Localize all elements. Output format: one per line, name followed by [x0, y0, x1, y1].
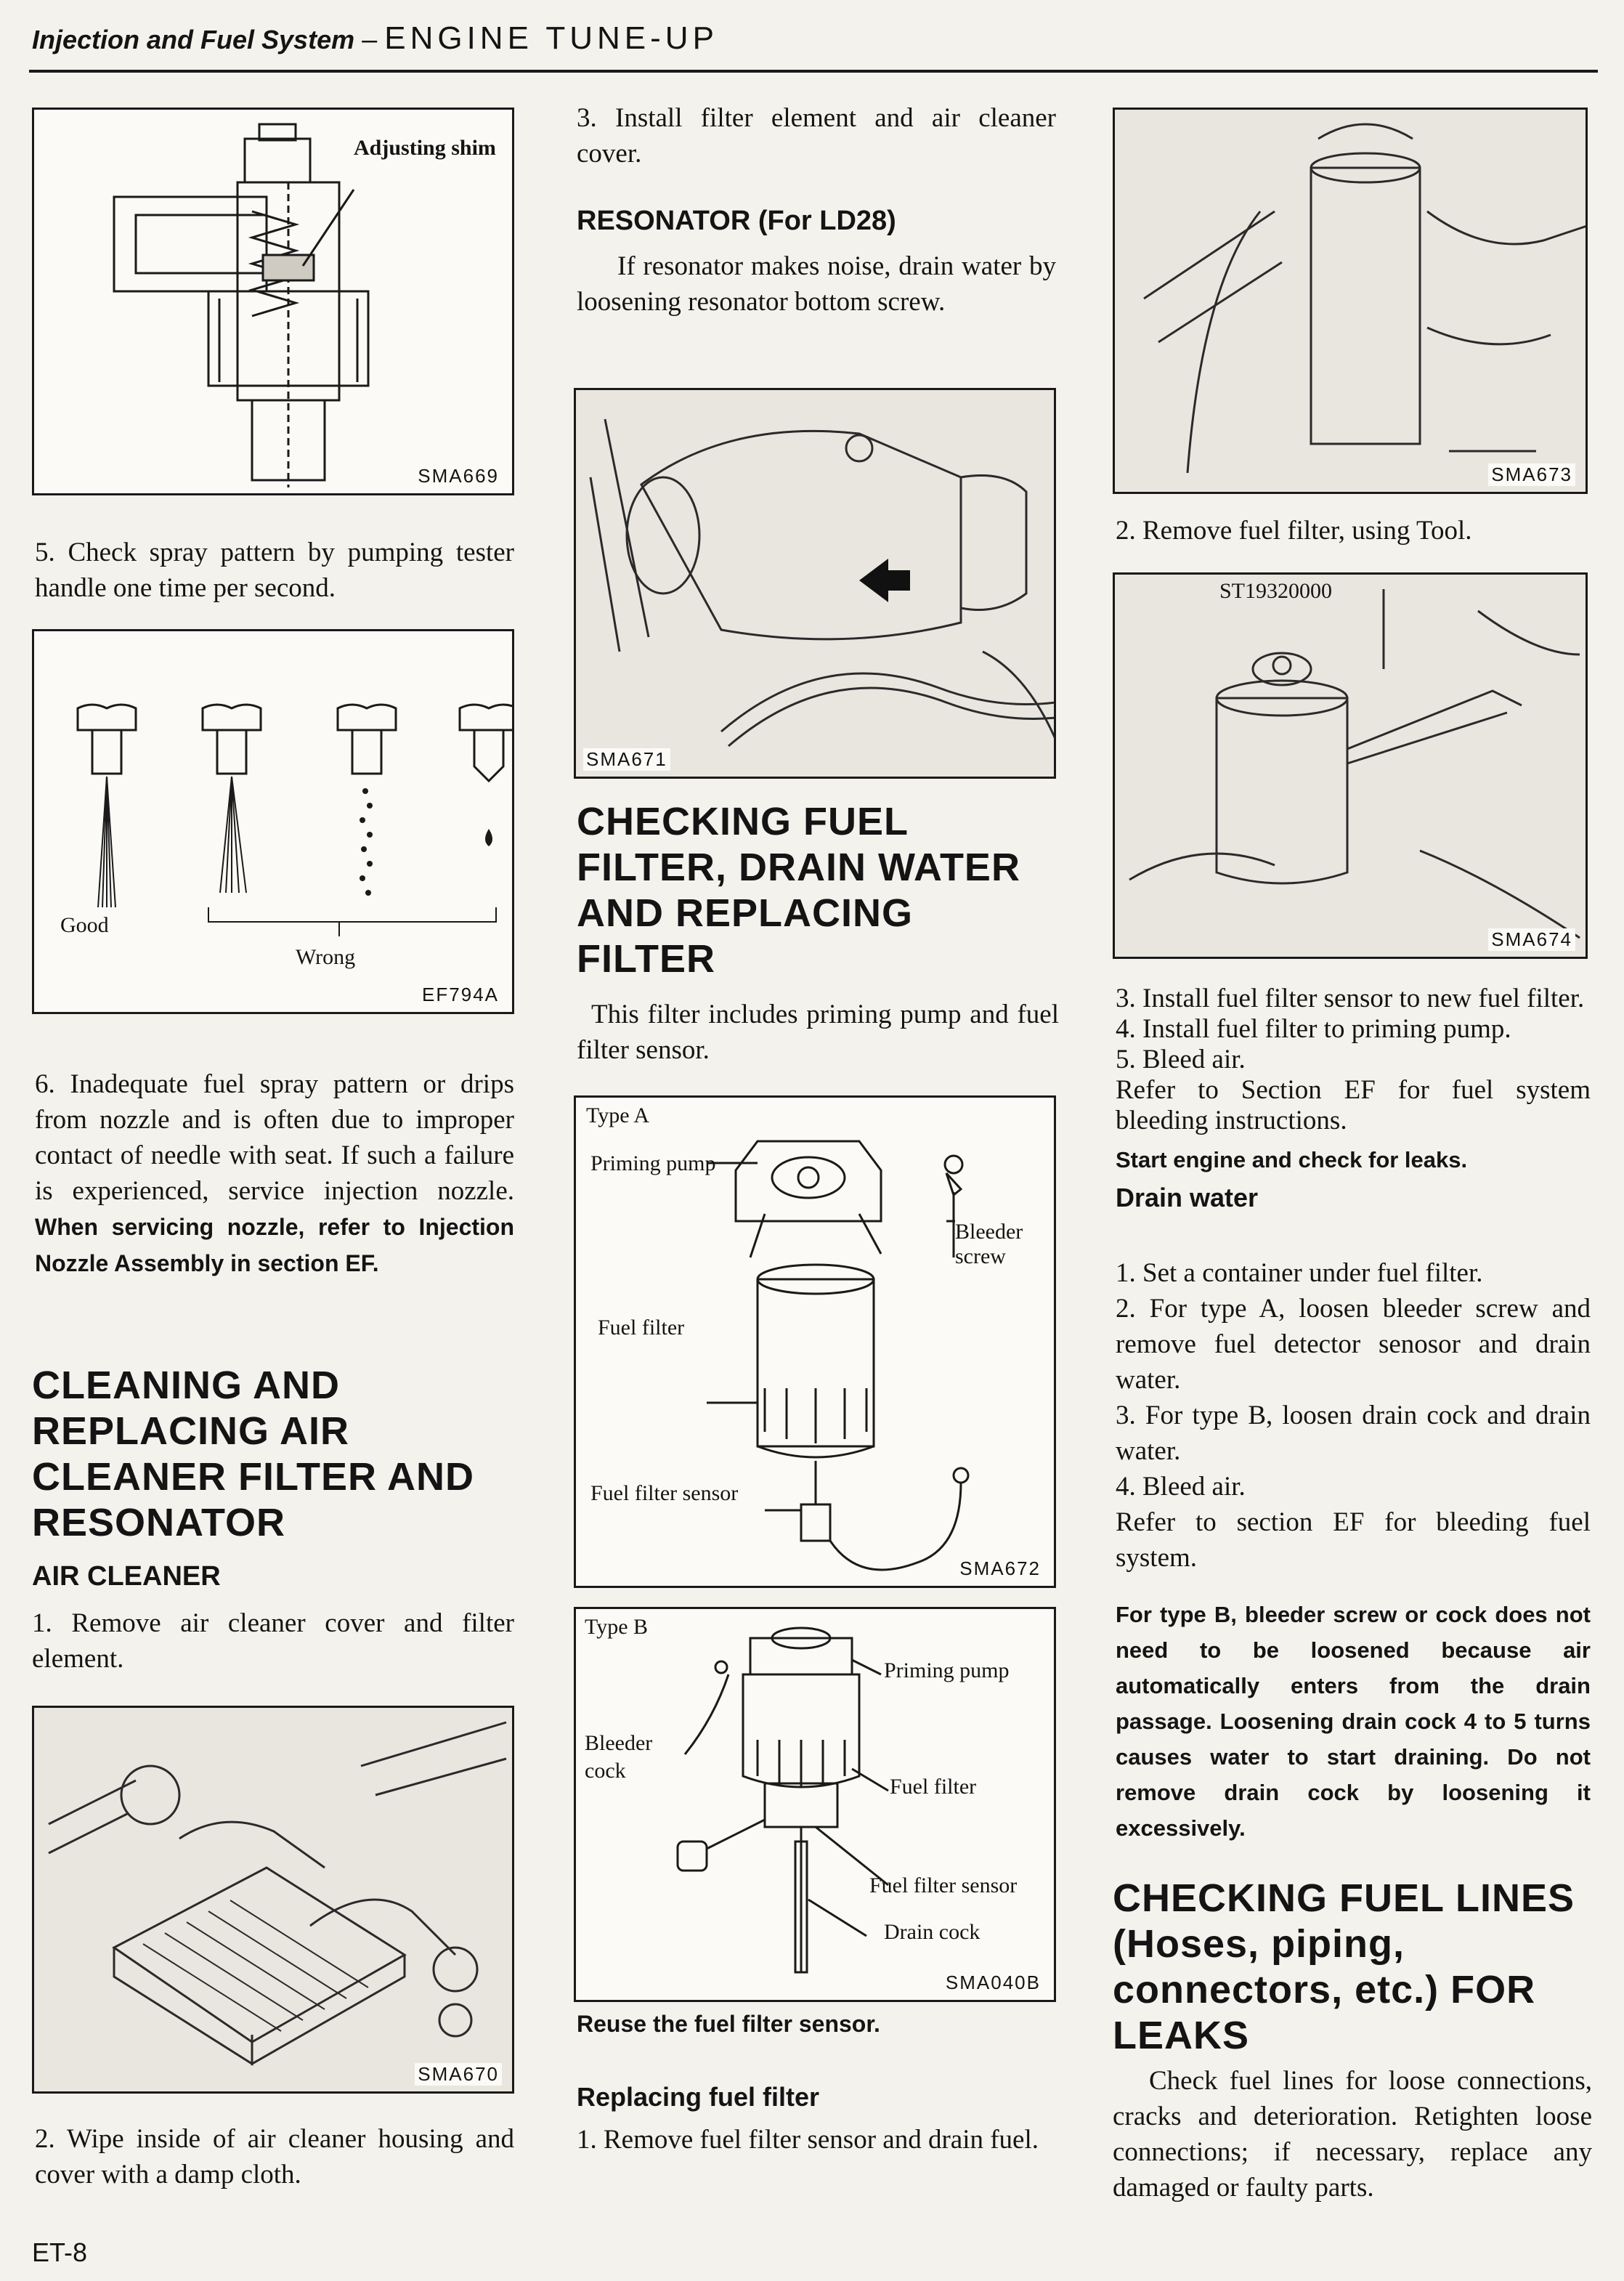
ac-step3: 3. Install filter element and air cleaner cover. — [577, 103, 1056, 169]
fuel-intro: This filter includes priming pump and fuel filter sensor. — [577, 1000, 1059, 1065]
filter-removal-drawing — [1115, 110, 1588, 494]
heading-air-cleaner: CLEANING AND REPLACING AIR CLEANER FILTER AND RESONATOR — [32, 1364, 474, 1544]
figure-code: SMA670 — [415, 2063, 502, 2086]
rep-step3: 3. Install fuel filter sensor to new fuel filter. — [1116, 984, 1585, 1013]
label-fuel-filter-a: Fuel filter — [598, 1316, 685, 1340]
label-type-a: Type A — [586, 1103, 650, 1127]
figure-code: SMA669 — [415, 465, 502, 487]
air-cleaner-drawing — [34, 1708, 514, 2094]
dw-step1: 1. Set a container under fuel filter. — [1116, 1258, 1483, 1288]
start-engine-note: Start engine and check for leaks. — [1116, 1147, 1468, 1172]
header-section: Injection and Fuel System — [32, 25, 355, 54]
heading-resonator: RESONATOR (For LD28) — [577, 206, 896, 236]
rep-step2-text: 2. Remove fuel filter, using Tool. — [1116, 516, 1472, 546]
label-type-b: Type B — [585, 1615, 649, 1639]
figure-filter-removal-photo — [1113, 108, 1588, 494]
dw-refer: Refer to section EF for bleeding fuel system. — [1116, 1507, 1591, 1573]
figure-type-a-filter — [574, 1095, 1056, 1588]
heading-fuel-lines: CHECKING FUEL LINES (Hoses, piping, connectors, etc.) FOR LEAKS — [1113, 1876, 1575, 2057]
subheading-drain-water: Drain water — [1116, 1183, 1259, 1212]
col1-step5 — [35, 535, 514, 612]
heading-fuel-filter: CHECKING FUEL FILTER, DRAIN WATER AND REPLACING FILTER — [577, 800, 1020, 981]
section-fuel-filter — [577, 799, 1059, 1068]
subheading-air-cleaner: AIR CLEANER — [32, 1561, 221, 1592]
col3-drain-steps — [1116, 1255, 1591, 1576]
figure-code: SMA674 — [1488, 928, 1575, 951]
lines-text: Check fuel lines for loose connections, cracks and deterioration. Retighten loose connections; if necessary, replace any damaged or faulty parts. — [1113, 2066, 1592, 2203]
subheading-replacing: Replacing fuel filter — [577, 2082, 820, 2112]
type-b-note-text: For type B, bleeder screw or cock does not need to be loosened because air automatically enters from the drain passage. Loosening drain cock 4 to 5 turns causes water to start draining. Do not remove drain cock by loosening it excessively. — [1116, 1602, 1591, 1841]
label-screw-a: screw — [955, 1244, 1006, 1268]
tool-drawing — [1115, 575, 1588, 959]
figure-code: SMA673 — [1488, 463, 1575, 486]
figure-tool-photo — [1113, 572, 1588, 959]
figure-resonator-photo — [574, 388, 1056, 779]
label-adjusting-shim: Adjusting shim — [354, 136, 496, 160]
step5-text: 5. Check spray pattern by pumping tester handle one time per second. — [35, 538, 514, 603]
rep-step4: 4. Install fuel filter to priming pump. — [1116, 1014, 1511, 1044]
resonator-drawing — [576, 390, 1056, 779]
col3-rep-step2 — [1116, 513, 1591, 554]
label-priming-pump-b: Priming pump — [884, 1658, 1010, 1682]
col2-top — [577, 100, 1056, 320]
page-header — [32, 20, 718, 57]
figure-code: SMA671 — [583, 748, 670, 771]
spray-patterns-drawing — [34, 631, 514, 1014]
page-number: ET-8 — [32, 2237, 88, 2267]
col1-step6 — [35, 1066, 514, 1287]
figure-code: EF794A — [419, 984, 502, 1006]
rep-step5: 5. Bleed air. — [1116, 1045, 1246, 1074]
rep-refer: Refer to Section EF for fuel system bleeding instructions. — [1116, 1075, 1591, 1135]
label-priming-pump-a: Priming pump — [590, 1151, 716, 1175]
figure-air-cleaner-photo — [32, 1706, 514, 2094]
figure-type-b-filter — [574, 1607, 1056, 2002]
figure-spray-patterns — [32, 629, 514, 1014]
header-separator: – — [362, 25, 378, 55]
label-fuel-filter-sensor-a: Fuel filter sensor — [590, 1481, 739, 1505]
resonator-text: If resonator makes noise, drain water by loosening resonator bottom screw. — [577, 251, 1056, 317]
step6-text: 6. Inadequate fuel spray pattern or drips from nozzle and is often due to improper contact of needle with seat. If such a failure is experienced, service injection nozzle. — [35, 1069, 514, 1206]
label-cock-b: cock — [585, 1759, 626, 1783]
label-tool-number: ST19320000 — [1219, 579, 1333, 603]
label-good: Good — [60, 913, 109, 937]
section-fuel-lines — [1113, 1876, 1592, 2205]
dw-step3: 3. For type B, loosen drain cock and drain water. — [1116, 1401, 1591, 1466]
label-bleeder-b: Bleeder — [585, 1731, 653, 1755]
section-air-cleaner — [32, 1363, 514, 1677]
label-bleeder-a: Bleeder — [955, 1220, 1023, 1244]
col2-bottom — [577, 2006, 1056, 2158]
header-rule — [29, 70, 1598, 73]
reuse-note: Reuse the fuel filter sensor. — [577, 2011, 880, 2037]
ac-step1: 1. Remove air cleaner cover and filter element. — [32, 1608, 514, 1674]
dw-step2: 2. For type A, loosen bleeder screw and remove fuel detector senosor and drain water. — [1116, 1294, 1591, 1395]
col3-text — [1116, 984, 1591, 1215]
label-fuel-filter-sensor-b: Fuel filter sensor — [869, 1873, 1018, 1897]
label-fuel-filter-b: Fuel filter — [890, 1775, 977, 1799]
figure-code: SMA040B — [943, 1972, 1044, 1994]
nozzle-drawing — [34, 110, 514, 495]
label-drain-cock-b: Drain cock — [884, 1920, 981, 1944]
type-b-note — [1116, 1597, 1591, 1846]
dw-step4: 4. Bleed air. — [1116, 1472, 1246, 1502]
ac-step2-text: 2. Wipe inside of air cleaner housing and cover with a damp cloth. — [35, 2124, 514, 2189]
figure-nozzle-cross-section — [32, 108, 514, 495]
label-wrong: Wrong — [296, 945, 356, 969]
rep-step1: 1. Remove fuel filter sensor and drain fuel. — [577, 2125, 1039, 2155]
figure-code: SMA672 — [957, 1557, 1044, 1580]
header-chapter: ENGINE TUNE-UP — [384, 20, 718, 56]
step6-note: When servicing nozzle, refer to Injection Nozzle Assembly in section EF. — [35, 1214, 514, 1276]
col1-ac-step2 — [35, 2121, 514, 2198]
